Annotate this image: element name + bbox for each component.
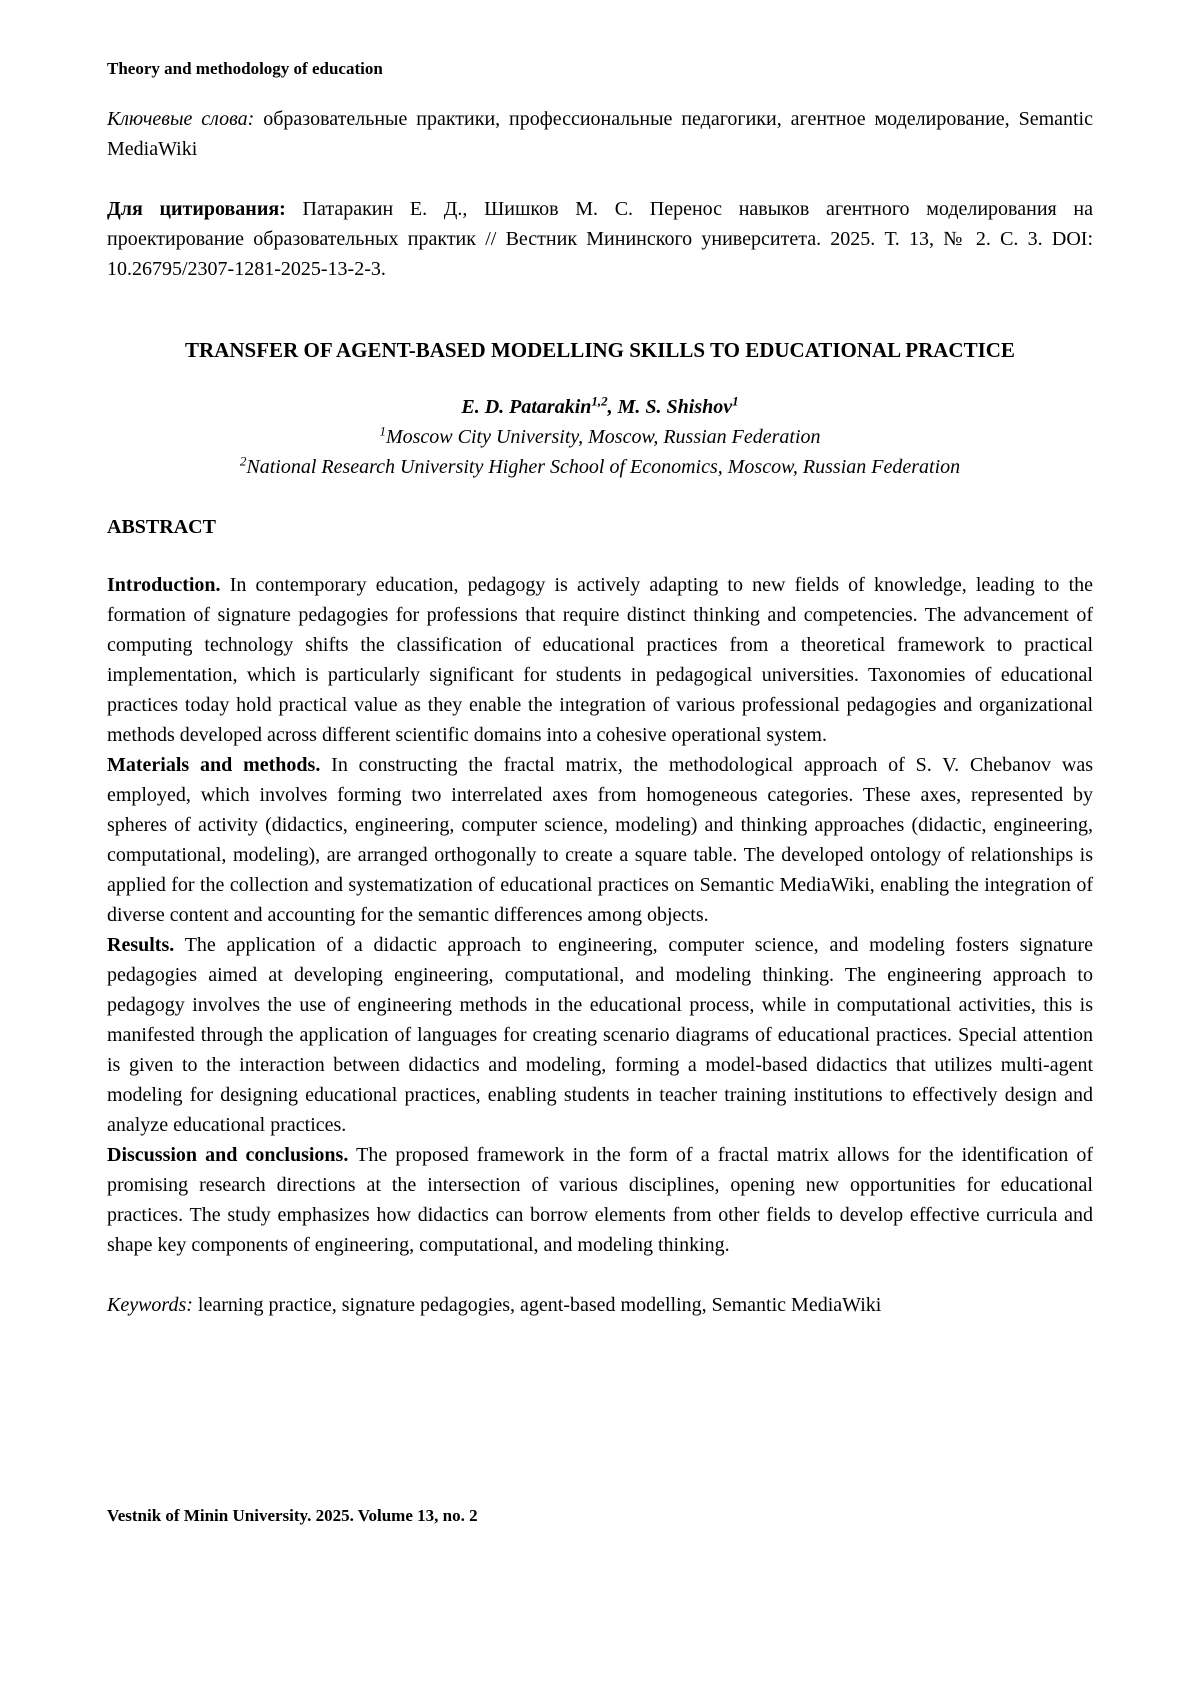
abstract-introduction-paragraph <box>107 570 1093 750</box>
citation-text: Патаракин Е. Д., Шишков М. С. Перенос навыков агентного моделирования на проектирование образовательных практик // Вестник Мининского университета. 2025. Т. 13, № 2. С. 3. DOI: 10.26795/2307-1281-2025-13-2-3. <box>107 198 1093 280</box>
authors-separator: , <box>607 396 618 418</box>
journal-section-header: Theory and methodology of education <box>107 59 383 78</box>
affiliation-1-marker: 1 <box>379 423 386 439</box>
abstract-discussion-text: The proposed framework in the form of a fractal matrix allows for the identification of promising research directions at the intersection of various disciplines, opening new opportunities for educational practices. The study emphasizes how didactics can borrow elements from other fields to develop effective curricula and shape key components of engineering, computational, and modeling thinking. <box>107 1144 1093 1256</box>
keywords-en-paragraph <box>107 1290 1093 1320</box>
article-title: TRANSFER OF AGENT-BASED MODELLING SKILLS TO EDUCATIONAL PRACTICE <box>185 338 1015 362</box>
author-1-affiliation-marker: 1,2 <box>591 393 608 409</box>
keywords-ru-text: образовательные практики, профессиональные педагогики, агентное моделирование, Semantic MediaWiki <box>107 108 1093 160</box>
abstract-introduction-label: Introduction. <box>107 574 221 596</box>
affiliation-2 <box>107 452 1093 482</box>
abstract-discussion-label: Discussion and conclusions. <box>107 1144 349 1166</box>
author-2-name: M. S. Shishov <box>617 396 733 418</box>
abstract-heading: ABSTRACT <box>107 516 216 538</box>
affiliation-2-text: National Research University Higher School of Economics, Moscow, Russian Federation <box>246 456 961 478</box>
abstract-results-paragraph <box>107 930 1093 1140</box>
abstract-materials-text: In constructing the fractal matrix, the methodological approach of S. V. Chebanov was employed, which involves forming two interrelated axes from homogeneous categories. These axes, represented by spheres of activity (didactics, engineering, computer science, modeling) and thinking approaches (didactic, engineering, computational, modeling), are arranged orthogonally to create a square table. The developed ontology of relationships is applied for the collection and systematization of educational practices on Semantic MediaWiki, enabling the integration of diverse content and accounting for the semantic differences among objects. <box>107 754 1093 926</box>
citation-paragraph <box>107 194 1093 284</box>
abstract-introduction-text: In contemporary education, pedagogy is actively adapting to new fields of knowledge, leading to the formation of signature pedagogies for professions that require distinct thinking and competencies. The advancement of computing technology shifts the classification of educational practices from a theoretical framework to practical implementation, which is particularly significant for students in pedagogical universities. Taxonomies of educational practices today hold practical value as they enable the integration of various professional pedagogies and organizational methods developed across different scientific domains into a cohesive operational system. <box>107 574 1093 746</box>
affiliation-1 <box>107 422 1093 452</box>
abstract-results-label: Results. <box>107 934 175 956</box>
page-footer: Vestnik of Minin University. 2025. Volume 13, no. 2 <box>107 1506 478 1525</box>
abstract-materials-label: Materials and methods. <box>107 754 321 776</box>
author-1-name: E. D. Patarakin <box>461 396 592 418</box>
abstract-discussion-paragraph <box>107 1140 1093 1260</box>
keywords-ru-label: Ключевые слова: <box>107 108 255 130</box>
abstract-materials-paragraph <box>107 750 1093 930</box>
abstract-results-text: The application of a didactic approach to engineering, computer science, and modeling fosters signature pedagogies aimed at developing engineering, computational, and modeling thinking. The engineering approach to pedagogy involves the use of engineering methods in the educational process, while in computational activities, this is manifested through the application of languages for creating scenario diagrams of educational practices. Special attention is given to the interaction between didactics and modeling, forming a model-based didactics that utilizes multi-agent modeling for designing educational practices, enabling students in teacher training institutions to effectively design and analyze educational practices. <box>107 934 1093 1136</box>
citation-label: Для цитирования: <box>107 198 286 220</box>
authors-line <box>107 392 1093 422</box>
affiliation-2-marker: 2 <box>239 453 247 469</box>
affiliation-1-text: Moscow City University, Moscow, Russian Federation <box>385 426 821 448</box>
author-2-affiliation-marker: 1 <box>732 393 739 409</box>
keywords-ru-paragraph <box>107 104 1093 164</box>
keywords-en-label: Keywords: <box>107 1294 193 1316</box>
keywords-en-text: learning practice, signature pedagogies, agent-based modelling, Semantic MediaWiki <box>192 1294 882 1316</box>
